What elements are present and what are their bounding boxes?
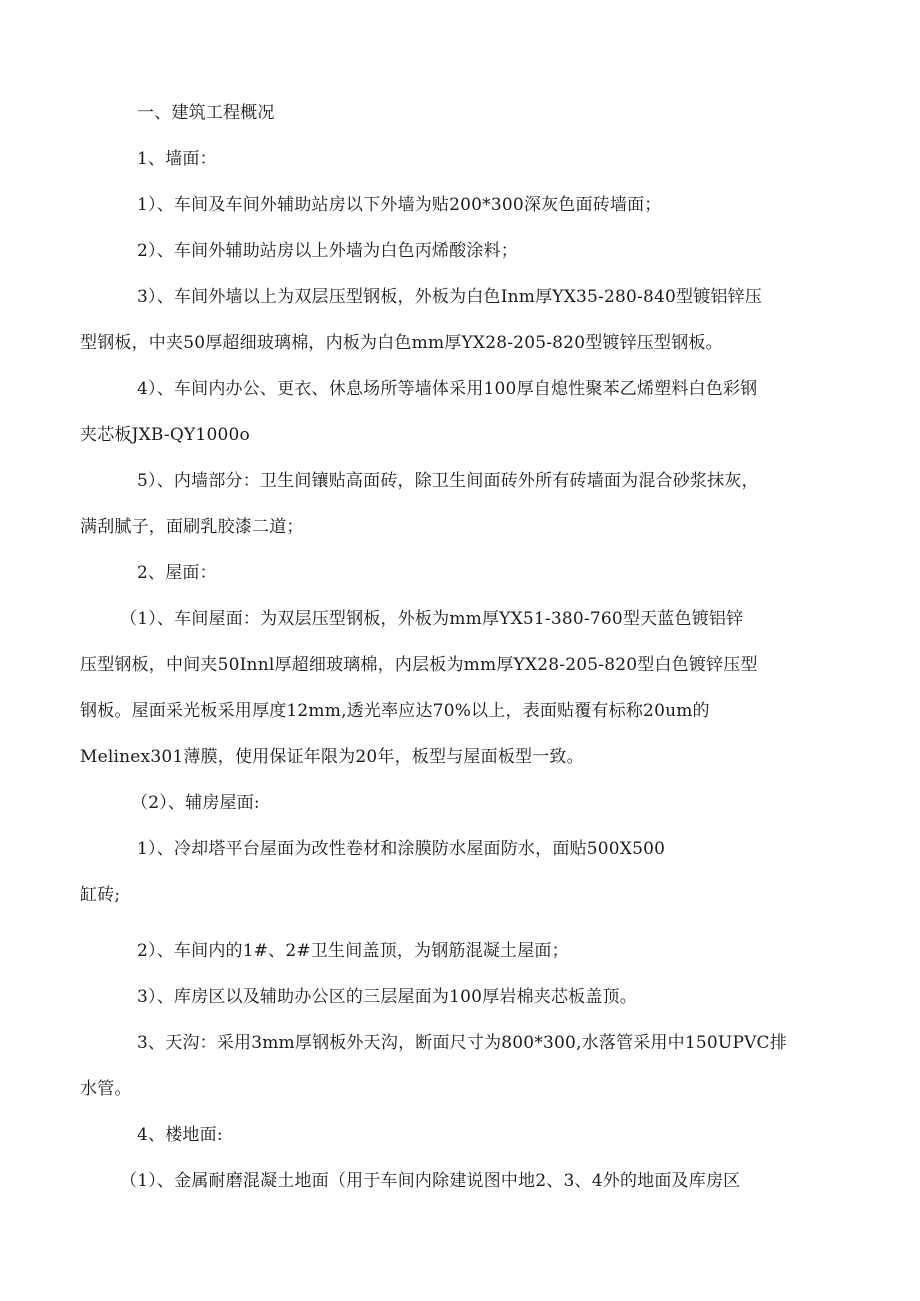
subsection-heading: 1、墙面： bbox=[137, 149, 217, 169]
paragraph-line: （2）、辅房屋面: bbox=[131, 793, 260, 813]
paragraph-line: 缸砖; bbox=[80, 885, 121, 905]
paragraph-line: 1）、冷却塔平台屋面为改性卷材和涂膜防水屋面防水，面贴500X500 bbox=[137, 839, 666, 859]
paragraph-line: Melinex301薄膜，使用保证年限为20年，板型与屋面板型一致。 bbox=[80, 747, 584, 767]
paragraph-line: 5）、内墙部分：卫生间镶贴高面砖，除卫生间面砖外所有砖墙面为混合砂浆抹灰， bbox=[137, 471, 759, 491]
paragraph-line: 钢板。屋面采光板采用厚度12mm,透光率应达70%以上，表面贴覆有标称20um的 bbox=[80, 701, 710, 721]
paragraph-line: 3）、车间外墙以上为双层压型钢板，外板为白色Inm厚YX35-280-840型镀铝锌压 bbox=[137, 287, 763, 307]
paragraph-line: 型钢板，中夹50厚超细玻璃棉，内板为白色mm厚YX28-205-820型镀锌压型钢板。 bbox=[80, 333, 723, 353]
paragraph-line: 1）、车间及车间外辅助站房以下外墙为贴200*300深灰色面砖墙面； bbox=[137, 195, 662, 215]
paragraph-line: 3、天沟：采用3mm厚钢板外天沟，断面尺寸为800*300,水落管采用中150UPVC排 bbox=[137, 1033, 787, 1053]
subsection-heading: 4、楼地面: bbox=[137, 1125, 223, 1145]
paragraph-line: （1）、车间屋面：为双层压型钢板，外板为mm厚YX51-380-760型天蓝色镀铝锌 bbox=[120, 609, 744, 629]
paragraph-line: 夹芯板JXB-QY1000o bbox=[80, 425, 250, 445]
paragraph-line: 2）、车间外辅助站房以上外墙为白色丙烯酸涂料； bbox=[137, 241, 518, 261]
paragraph-line: 3）、库房区以及辅助办公区的三层屋面为100厚岩棉夹芯板盖顶。 bbox=[137, 987, 637, 1007]
paragraph-line: 水管。 bbox=[80, 1079, 132, 1099]
paragraph-line: 满刮腻子，面刷乳胶漆二道； bbox=[80, 517, 304, 537]
section-heading: 一、建筑工程概况 bbox=[137, 103, 275, 123]
subsection-heading: 2、屋面： bbox=[137, 563, 217, 583]
paragraph-line: 4）、车间内办公、更衣、休息场所等墙体采用100厚自熄性聚苯乙烯塑料白色彩钢 bbox=[137, 379, 758, 399]
paragraph-line: 压型钢板，中间夹50Innl厚超细玻璃棉，内层板为mm厚YX28-205-820型白色镀锌压型 bbox=[80, 655, 758, 675]
paragraph-line: （1）、金属耐磨混凝土地面（用于车间内除建说图中地2、3、4外的地面及库房区 bbox=[120, 1171, 741, 1191]
paragraph-line: 2）、车间内的1#、2#卫生间盖顶，为钢筋混凝土屋面； bbox=[137, 941, 569, 961]
